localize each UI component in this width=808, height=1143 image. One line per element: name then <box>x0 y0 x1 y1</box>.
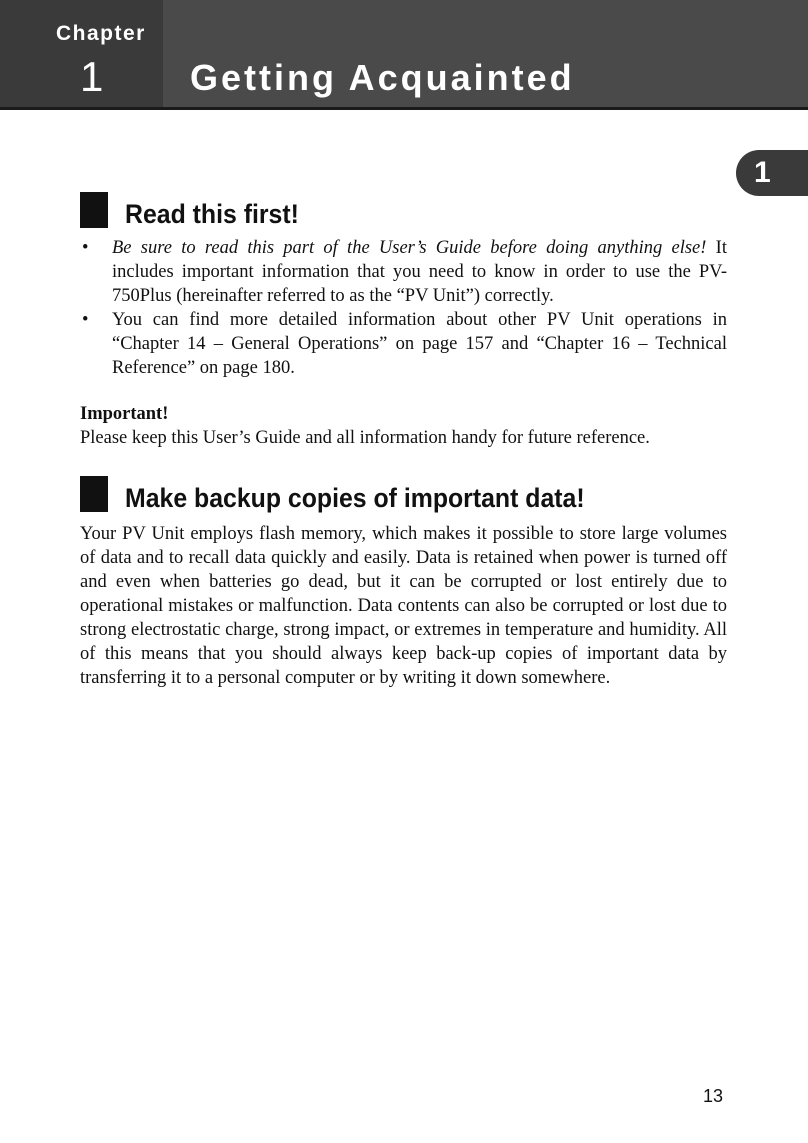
side-tab-number: 1 <box>754 156 771 189</box>
chapter-label: Chapter <box>56 22 146 45</box>
emphasis-text: Be sure to read this part of the User’s Guide before doing anything else! <box>112 238 707 258</box>
heading-marker-icon <box>80 192 108 228</box>
chapter-side-tab <box>736 150 808 196</box>
section-heading-read-first <box>80 192 727 228</box>
list-item <box>80 308 727 380</box>
body-paragraph: Your PV Unit employs flash memory, which makes it possible to store large volumes of data and to recall data quickly and easily. Data is retained when power is turned off and even when batteries go dead, but it can be corrupted or lost entirely due to operational mistakes or malfunction. Data contents can also be corrupted or lost due to strong electrostatic charge, strong impact, or extremes in temperature and humidity. All of this means that you should always keep back-up copies of important data by transferring it to a personal computer or by writing it down somewhere. <box>80 524 727 688</box>
bullet-list <box>80 236 727 380</box>
section-heading-backup <box>80 476 727 512</box>
page-number: 13 <box>703 1086 724 1106</box>
section-title: Read this first! <box>125 199 299 229</box>
important-label: Important! <box>80 404 169 424</box>
header-divider <box>0 107 808 110</box>
section-backup <box>80 476 727 690</box>
body-text: It includes important information that you need to know in order to use the PV-750Plus (hereinafter referred to as the “PV Unit”) correctly. <box>112 238 727 306</box>
page-content <box>80 192 727 690</box>
list-item <box>80 236 727 308</box>
section-title: Make backup copies of important data! <box>125 483 585 513</box>
important-note <box>80 402 727 450</box>
heading-marker-icon <box>80 476 108 512</box>
chapter-title: Getting Acquainted <box>190 57 575 98</box>
important-text: Please keep this User’s Guide and all information handy for future reference. <box>80 428 650 448</box>
chapter-number: 1 <box>80 53 104 100</box>
body-text: You can find more detailed information about other PV Unit operations in “Chapter 14 – General Operations” on page 157 and “Chapter 16 – Technical Reference” on page 180. <box>112 310 727 378</box>
